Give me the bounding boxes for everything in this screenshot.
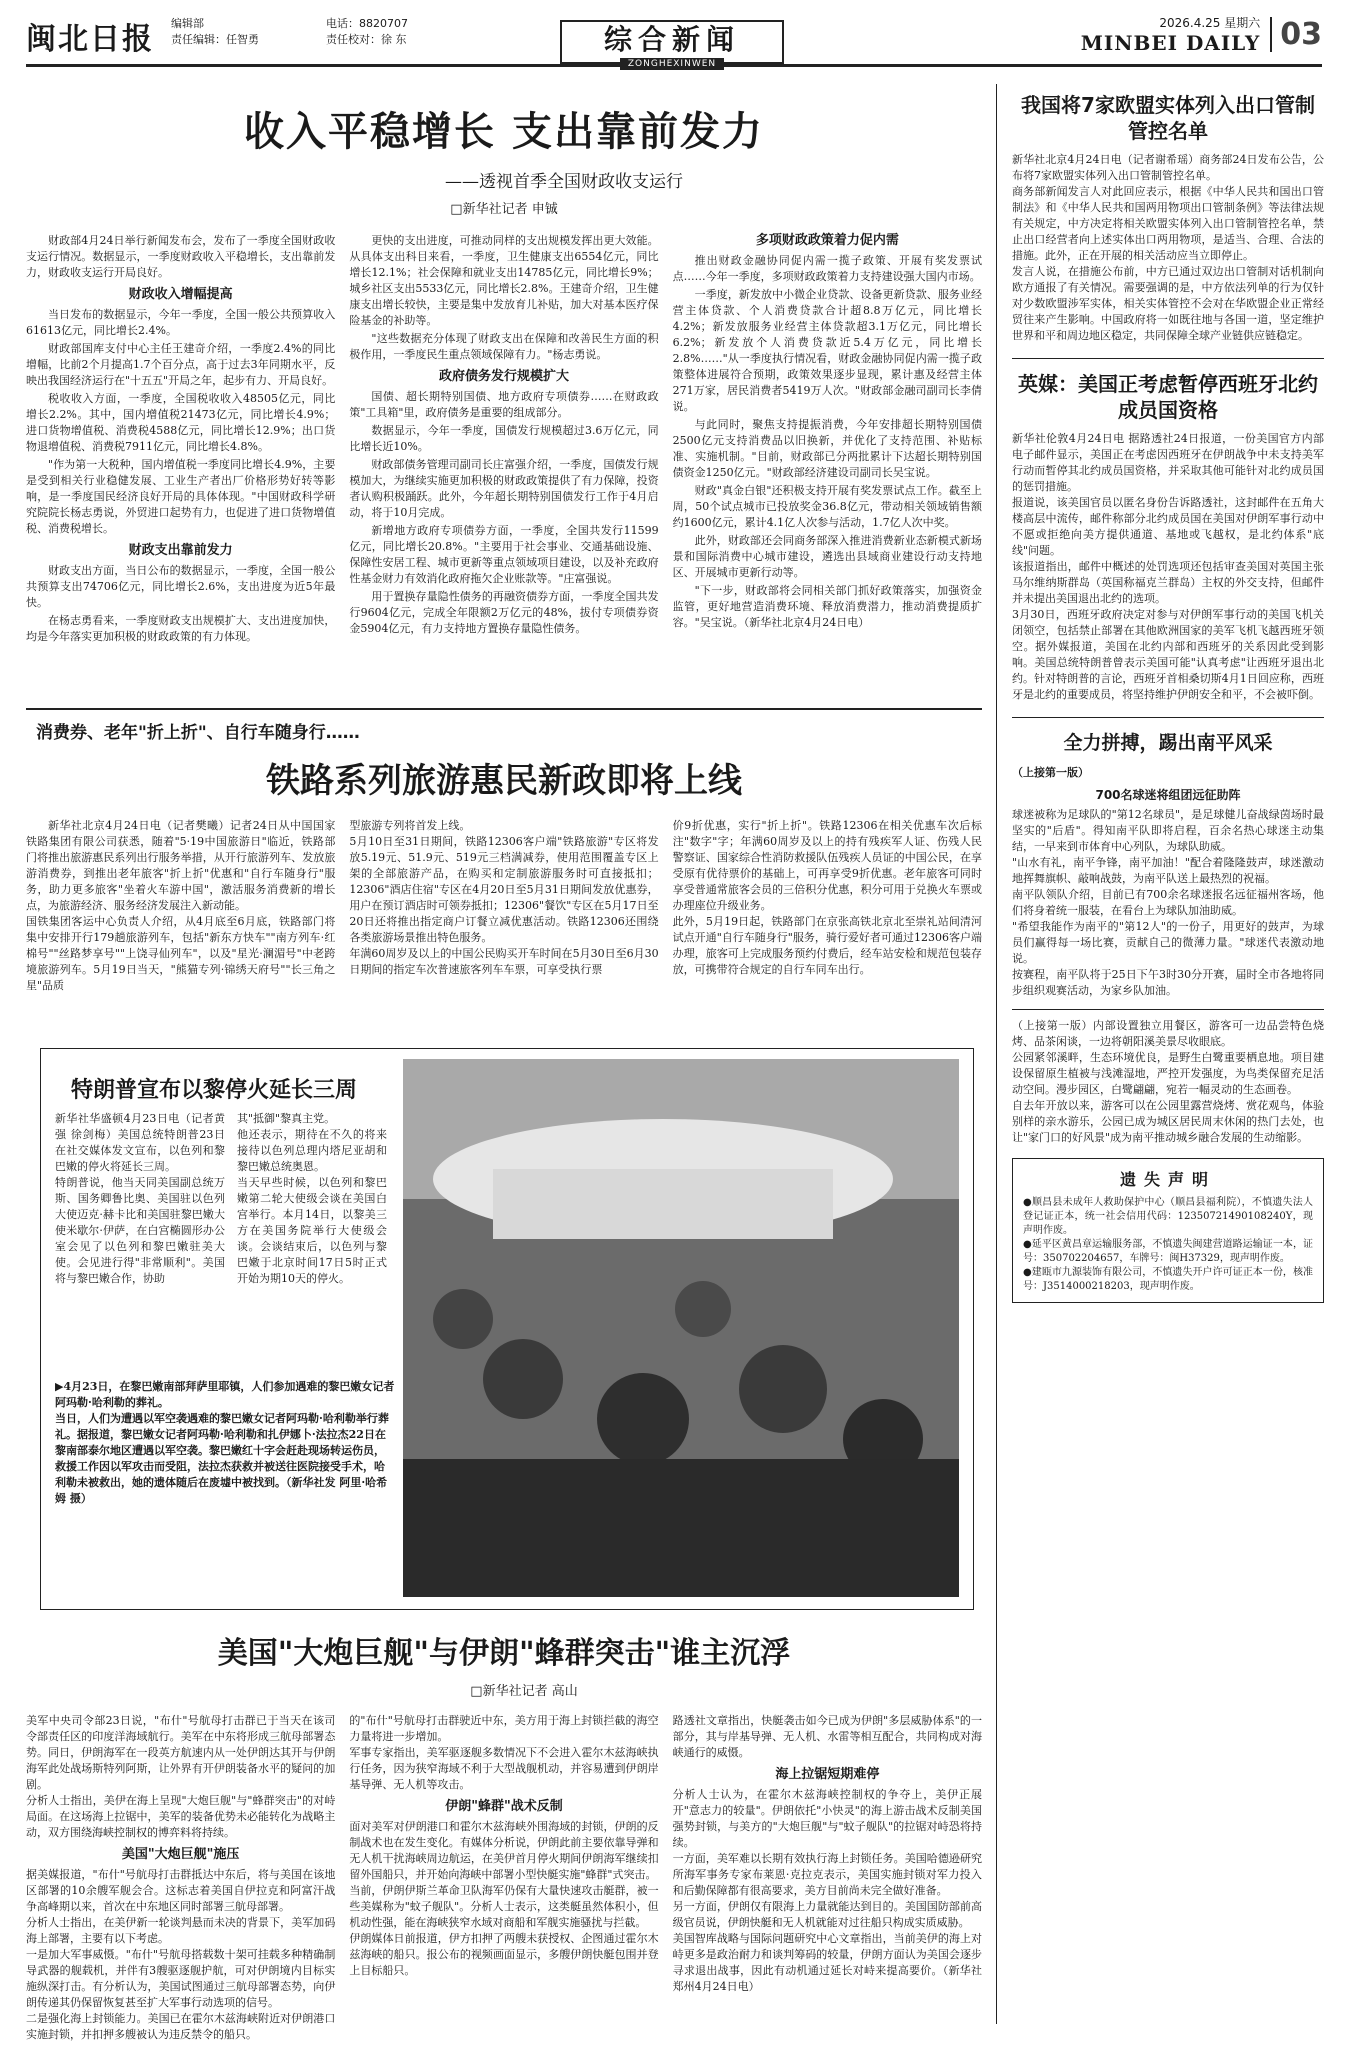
rail-col-1: 新华社北京4月24日电（记者樊曦）记者24日从中国国家铁路集团有限公司获悉，随着"5·19中国旅游日"临近，铁路部门将推出旅游惠民系列出行服务举措，从开行旅游列车、发放旅游消费券，到推出老年旅客"折上折"优惠和"自行车随身行"服务，助力更多旅客"坐着火车游中国"，激活服务消费新的增长点，为旅游经济、服务经济发展注入新动能。 国铁集团客运中心负责人介绍，从4月底至6月底，铁路部门将集中安排开行179趟旅游列车，包括"新东方快车""南方列车·红棉号""丝路梦享号""上饶寻仙列车"，以及"星光·澜湄号"中老跨境旅游列车。5月19日当天，"熊猫专列·锦绣天府号""长三角之星"品质 — [26, 819, 336, 992]
lost-notice-item: ●顺昌县未成年人救助保护中心（顺昌县福利院），不慎遗失法人登记证正本，统一社会信用代码：12350721490108240Y，现声明作废。 — [1023, 1197, 1313, 1236]
divider — [26, 708, 982, 710]
rail-col-2: 型旅游专列将首发上线。 5月10日至31日期间，铁路12306客户端"铁路旅游"专区将发放5.19元、51.9元、519元三档满减券，使用范围覆盖专区上架的全部旅游产品，在购买和定制旅游服务时可直接抵扣；12306"酒店住宿"专区在4月20日至5月31日期间发放优惠券，用户在预订酒店时可领券抵扣；12306"餐饮"专区在5月17日至20日还将推出指定商户订餐立减优惠活动。铁路12306还围绕各类旅游场景推出特色服务。 年满60周岁及以上的中国公民购买开车时间在5月30日至6月30日期间的指定车次普速旅客列车车票，可享受执行票 — [349, 819, 659, 976]
lead-col-3 — [673, 233, 982, 647]
lead-para: 新增地方政府专项债券方面，一季度，全国共发行11599亿元，同比增长20.8%。"主要用于社会事业、交通基础设施、保障性安居工程、城市更新等重点领域项目建设，以及补充政府性基金财力有效消化政府拖欠企业账款等。"庄富强说。 — [349, 524, 659, 585]
lead-subhead-2: 财政支出靠前发力 — [128, 543, 233, 558]
lead-para: 财政"真金白银"还积极支持开展有奖发票试点工作。截至上周，50个试点城市已投放奖金36.8亿元，带动相关领域销售额约1600亿元，累计4.1亿人次参与活动，1.7亿人次中奖。 — [672, 484, 982, 529]
lead-para: 财政部国库支付中心主任王建奇介绍，一季度2.4%的同比增幅，比前2个月提高1.7个百分点，高于过去3年同期水平，反映出我国经济运行在"十五五"开局之年，起步有力、开局良好。 — [26, 342, 336, 387]
naval-para: 据美媒报道，"布什"号航母打击群抵达中东后，将与美国在该地区部署的10余艘军舰会合。这标志着美国自伊拉克和阿富汗战争高峰期以来，首次在中东地区同时部署三航母部署。 分析人士指出，在美伊新一轮谈判悬而未决的背景下，美军加码海上部署，主要有以下考虑。 一是加大军事威慑。"布什"号航母搭载数十架可挂载多种精确制导武器的舰载机，并伴有3艘驱逐舰护航，可对伊朗境内目标实施纵深打击。有分析认为，美国试图通过三航母部署态势，向伊朗传递其仍保留恢复甚至扩大军事行动选项的信号。 二是强化海上封锁能力。美国已在霍尔木兹海峡附近对伊朗港口实施封锁，并扣押多艘被认为违反禁令的船只。 — [26, 1868, 336, 2041]
lead-para: 更快的支出进度，可推动同样的支出规模发挥出更大效能。从具体支出科目来看，一季度，卫生健康支出6554亿元，同比增长12.1%；社会保障和就业支出14785亿元，同比增长9%；城乡社区支出5533亿元，同比增长2.8%。王建奇介绍，卫生健康支出增长较快，主要是集中发放育儿补贴，加大对基本医疗保险基金的补助等。 — [349, 234, 659, 327]
photo-caption: ▶4月23日，在黎巴嫩南部拜萨里耶镇，人们参加遇难的黎巴嫩女记者阿玛勒·哈利勒的葬礼。 当日，人们为遭遇以军空袭遇难的黎巴嫩女记者阿玛勒·哈利勒举行葬礼。据报道，黎巴嫩女记者阿玛勒·哈利勒和扎伊娜卜·法拉杰22日在黎南部泰尔地区遭遇以军空袭。黎巴嫩红十字会赶赴现场转运伤员，救援工作因以军攻击而受阻，法拉杰获救并被送往医院接受手术，哈利勒未被救出，她的遗体随后在废墟中被找到。（新华社发 阿里·哈希姆 摄） — [55, 1380, 395, 1505]
story1-body: 新华社北京4月24日电（记者谢希瑶）商务部24日发布公告，公布将7家欧盟实体列入出口管制管控名单。 商务部新闻发言人对此回应表示，根据《中华人民共和国出口管制法》和《中华人民共和国两用物项出口管制条例》等法律法规有关规定，中方决定将相关欧盟实体列入出口管制管控名单，禁止出口经营者向上述实体出口两用物项，是适当、合理、合法的措施。此外，正在开展的相关活动应当立即停止。 发言人说，在措施公布前，中方已通过双边出口管制对话机制向欧方通报了有关情况。需要强调的是，中方依法列单的行为仅针对少数欧盟涉军实体，相关实体管控不会对在华欧盟企业正常经贸往来产生影响。中国政府将一如既往地与各国一道，坚定维护世界和平和周边地区稳定，共同保障全球产业链供应链稳定。 — [1012, 153, 1324, 342]
lead-subhead-1: 财政收入增幅提高 — [128, 287, 233, 302]
rail-col-3: 价9折优惠，实行"折上折"。铁路12306在相关优惠车次后标注"数字"字；年满60周岁及以上的持有残疾军人证、伤残人民警察证、国家综合性消防救援队伍残疾人员证的中国公民，在享受原有优待票价的基础上，可再享受9折优惠。老年旅客可同时享受普通常旅客会员的三倍积分优惠，积分可用于兑换火车票或办理座位升级业务。 此外，5月19日起，铁路部门在京张高铁北京北至崇礼站间清河试点开通"自行车随身行"服务，骑行爱好者可通过12306客户端办理，旅客可上完成服务预约付费后，经车站安检和规范包装存放，可携带符合规定的自行车同车出行。 — [672, 819, 982, 976]
paper-english-name: MINBEI DAILY — [1080, 31, 1261, 55]
lead-para: 当日发布的数据显示，今年一季度，全国一般公共预算收入61613亿元，同比增长2.4%。 — [26, 308, 336, 337]
naval-col-1 — [26, 1713, 335, 2043]
naval-byline: □新华社记者 高山 — [470, 1684, 578, 1699]
divider — [1012, 717, 1324, 718]
lead-col-1 — [26, 233, 335, 647]
story1-title: 我国将7家欧盟实体列入出口管制管控名单 — [1021, 93, 1315, 143]
naval-para: 面对美军对伊朗港口和霍尔木兹海峡外围海域的封锁，伊朗的反制战术也在发生变化。有媒体分析说，伊朗此前主要依靠导弹和无人机干扰海峡周边航运，在美伊首月停火期间伊朗海军继续扣留外国船只，并开始向海峡中部署小型快艇实施"蜂群"式突击。 当前，伊朗伊斯兰革命卫队海军仍保有大量快速攻击艇群，被一些美媒称为"蚊子舰队"。分析人士表示，这类艇虽然体积小，但机动性强，能在海峡狭窄水域对商船和军舰实施骚扰与拦截。 伊朗媒体日前报道，伊方扣押了两艘未获授权、企图通过霍尔木兹海峡的船只。报公布的视频画面显示，多艘伊朗快艇包围并登上目标船只。 — [349, 1820, 659, 1977]
lebanon-title: 特朗普宣布以黎停火延长三周 — [71, 1078, 358, 1103]
funeral-photo — [403, 1059, 959, 1597]
column-divider — [996, 84, 997, 2024]
lebanon-col-1: 新华社华盛顿4月23日电（记者黄强 徐剑梅）美国总统特朗普23日在社交媒体发文宣布，以色列和黎巴嫩的停火将延长三周。 特朗普说，他当天同美国副总统万斯、国务卿鲁比奥、美国驻以色列大使迈克·赫卡比和美国驻黎巴嫩大使米歇尔·伊萨，在白宫椭圆形办公室会见了以色列和黎巴嫩驻美大使。会见进行得"非常顺利"。美国将与黎巴嫩合作，协助 — [55, 1112, 225, 1285]
story2-body: 新华社伦敦4月24日电 据路透社24日报道，一份美国官方内部电子邮件显示，美国正在考虑因西班牙在伊朗战争中未支持美军行动而暂停其北约成员国资格，并采取其他可能针对北约成员国的惩罚措施。 报道说，该美国官员以匿名身份告诉路透社，这封邮件在五角大楼高层中流传，邮件称部分北约成员国在美国对伊朗军事行动中不愿或拒绝向美方提供通道、基地或飞越权，是北约体系"底线"问题。 该报道指出，邮件中概述的处罚选项还包括审查美国对英国主张马尔维纳斯群岛（英国称福克兰群岛）主权的外交支持，但邮件并未提出美国退出北约的选项。 3月30日，西班牙政府决定对参与对伊朗军事行动的美国飞机关闭领空，包括禁止部署在其他欧洲国家的美军飞机飞越西班牙领空。据外媒报道，美国在北约内部和西班牙的关系因此受到影响。美国总统特朗普曾表示美国可能"认真考虑"让西班牙退出北约。针对特朗普的言论，西班牙首相桑切斯4月1日回应称，西班牙是北约的重要成员，将坚持维护伊朗安全和平，不会被吓倒。 — [1012, 432, 1324, 701]
divider — [1012, 1009, 1324, 1010]
lead-para: 推出财政金融协同促内需一揽子政策、开展有奖发票试点……今年一季度，多项财政政策着力支持建设强大国内市场。 — [672, 254, 982, 283]
lead-para: 用于置换存量隐性债务的再融资债券方面，一季度全国共发行9604亿元，完成全年限额2万亿元的48%，拔付专项债券资金5904亿元，有力支持地方置换存量隐性债务。 — [349, 590, 659, 635]
masthead — [26, 14, 1322, 67]
masthead-right — [1081, 14, 1322, 55]
issue-date: 2026.4.25 星期六 — [1159, 16, 1261, 30]
lead-para: 在杨志勇看来，一季度财政支出规模扩大、支出进度加快，均是今年落实更加积极的财政政策的有力体现。 — [26, 614, 336, 643]
lead-para: 一季度，新发放中小微企业贷款、设备更新贷款、服务业经营主体贷款、个人消费贷款合计超8.8万亿元，同比增长4.2%；新发放服务业经营主体贷款超3.1万亿元，同比增长6.2%；新发放个人消费贷款近5.4万亿元，同比增长2.8%……"从一季度执行情况看，财政金融协同促内需一揽子政策整体进展符合预期，政策效果逐步显现，累计惠及经营主体271万家，居民消费者5419万人次。"财政部金融司副司长李倩说。 — [672, 288, 982, 413]
lead-para: 数据显示，今年一季度，国债发行规模超过3.6万亿元，同比增长近10%。 — [349, 424, 659, 453]
lead-para: 此外，财政部还会同商务部深入推进消费新业态新模式新场景和国际消费中心城市建设，遴选出县域商业建设行动支持地区、开展城市更新行动等。 — [672, 534, 982, 579]
naval-para: 美军中央司令部23日说，"布什"号航母打击群已于当天在该司令部责任区的印度洋海域航行。美军在中东将形成三航母部署态势。同日，伊朗海军在一段英方航速内从一处伊朗达其开与伊朗海军此处战场斯特列阿斯，让外界有开伊朗装备水平的疑问的加剧。 分析人士指出，美伊在海上呈现"大炮巨舰"与"蜂群突击"的对峙局面。在这场海上拉锯中，美军的装备优势未必能转化为战略主动，双方围绕海峡控制权的博弈料将持续。 — [26, 1714, 336, 1839]
naval-para: 的"布什"号航母打击群驶近中东，美方用于海上封锁拦截的海空力量将进一步增加。 军事专家指出，美军驱逐舰多数情况下不会进入霍尔木兹海峡执行任务，因为狭窄海域不利于大型战舰机动，并容易遭到伊朗岸基导弹、无人机等攻击。 — [349, 1714, 659, 1791]
phone-label: 电话：8820707 — [326, 17, 408, 30]
lead-para: "这些数据充分体现了财政支出在保障和改善民生方面的积极作用，一季度民生重点领域保障有力。"杨志勇说。 — [349, 332, 659, 361]
lead-story — [26, 100, 982, 647]
rail-story — [26, 718, 982, 994]
naval-subhead-1: 美国"大炮巨舰"施压 — [121, 1847, 240, 1862]
lead-subhead-4: 多项财政政策着力促内需 — [755, 233, 899, 248]
story3-subhead: 700名球迷将组团远征助阵 — [1095, 788, 1241, 802]
lead-col-2 — [349, 233, 658, 647]
lead-body — [26, 233, 982, 647]
right-column — [1012, 92, 1324, 1303]
lead-byline: □新华社记者 申铖 — [450, 202, 558, 217]
responsible-proof: 责任校对：徐 东 — [326, 33, 407, 46]
story2-title: 英媒：美国正考虑暂停西班牙北约成员国资格 — [1018, 372, 1318, 422]
lead-para: "作为第一大税种，国内增值税一季度同比增长4.9%，主要是受到相关行业稳健发展、工业生产者出厂价格形势好转等影响，是一季度国民经济良好开局的具体体现。"中国财政科学研究院院长杨志勇说，外贸进口起势有力，也促进了进口货物增值税、消费税增长。 — [26, 458, 336, 535]
naval-body — [26, 1713, 982, 2043]
editor-label: 编辑部 — [171, 17, 204, 30]
lost-notice-item: ●延平区黄昌章运输服务部，不慎遗失闽建营道路运输证一本，证号：350702204657，车牌号：闽H37329，现声明作废。 — [1023, 1239, 1313, 1264]
naval-subhead-2: 伊朗"蜂群"战术反制 — [445, 1799, 563, 1814]
story3-cont-body: （上接第一版）内部设置独立用餐区，游客可一边品尝特色烧烤、品茶闲谈，一边将朝阳溪美景尽收眼底。 公园紧邻溪畔，生态环境优良，是野生白鹭重要栖息地。项目建设保留原生植被与浅滩湿地，严控开发强度，为鸟类保留充足活动空间。漫步园区，白鹭翩翩，宛若一幅灵动的生态画卷。 自去年开放以来，游客可以在公园里露营烧烤、赏花观鸟，体验别样的亲水游乐，公园已成为城区居民周末休闲的热门去处，也让"家门口的好风景"成为南平推动城乡融合发展的生动缩影。 — [1012, 1019, 1324, 1144]
funeral-photo-image — [403, 1059, 959, 1597]
lead-para: 与此同时，聚焦支持提振消费，今年安排超长期特别国债2500亿元支持消费品以旧换新，并优化了支持范围、补贴标准、实施机制。"目前，财政部已分两批累计下达超长期特别国债资金1250亿元。"财政部经济建设司副司长吴宝说。 — [672, 418, 982, 479]
lead-subhead-3: 政府债务发行规模扩大 — [438, 369, 569, 384]
naval-title: 美国"大炮巨舰"与伊朗"蜂群突击"谁主沉浮 — [217, 1636, 791, 1671]
lebanon-col-2: 其"抵御"黎真主党。 他还表示，期待在不久的将来接待以色列总理内塔尼亚胡和黎巴嫩总统奥恩。 当天早些时候，以色列和黎巴嫩第二轮大使级会谈在美国白宫举行。本月14日，以黎美三方在美国务院举行大使级会谈。会谈结束后，以色列与黎巴嫩于北京时间17日5时正式开始为期10天的停火。 — [237, 1112, 387, 1285]
section-banner — [560, 20, 784, 69]
story3-continued: （上接第一版） — [1012, 766, 1089, 779]
page-number: 03 — [1270, 17, 1322, 52]
section-pinyin: ZONGHEXINWEN — [620, 58, 724, 70]
lead-para: 税收收入方面，一季度，全国税收收入48505亿元，同比增长2.2%。其中，国内增值税21473亿元，同比增长4.9%；进口货物增值税、消费税4588亿元，同比增长12.9%；出口货物退增值税、消费税7911亿元，同比增长4.8%。 — [26, 392, 336, 453]
lead-para: 财政部债务管理司副司长庄富强介绍，一季度，国债发行规模加大，为继续实施更加积极的财政政策提供了有力保障，投资者认购积极踊跃。此外，今年超长期特别国债发行工作于4月启动，将于10月完成。 — [349, 458, 659, 519]
story3-title: 全力拼搏，踢出南平风采 — [1063, 732, 1273, 754]
naval-para: 路透社文章指出，快艇袭击如今已成为伊朗"多层威胁体系"的一部分，其与岸基导弹、无人机、水雷等相互配合，共同构成对海峡通行的威慑。 — [672, 1714, 982, 1759]
naval-col-2 — [349, 1713, 658, 2043]
lead-para: "下一步，财政部将会同相关部门抓好政策落实，加强资金监管，更好地营造消费环境、释放消费潜力，推动消费提质扩容。"吴宝说。（新华社北京4月24日电） — [672, 584, 982, 629]
lead-para: 财政部4月24日举行新闻发布会，发布了一季度全国财政收支运行情况。数据显示，一季度财政收入平稳增长，支出靠前发力，财政收支运行开局良好。 — [26, 234, 336, 279]
editor-info — [171, 16, 259, 48]
lead-subtitle: ——透视首季全国财政收支运行 — [445, 172, 683, 192]
lost-notice-list — [1023, 1196, 1313, 1294]
rail-title: 铁路系列旅游惠民新政即将上线 — [266, 761, 742, 801]
lost-notice-title: 遗失声明 — [1119, 1170, 1216, 1189]
lebanon-box — [40, 1048, 974, 1610]
lost-notice-box — [1012, 1158, 1324, 1303]
lead-para: 国债、超长期特别国债、地方政府专项债券……在财政政策"工具箱"里，政府债务是重要的组成部分。 — [349, 390, 659, 419]
lost-notice-item: ●建瓯市九源装饰有限公司，不慎遗失开户许可证正本一份，核准号：J3514000218203，现声明作废。 — [1023, 1267, 1313, 1292]
rail-kicker: 消费券、老年"折上折"、自行车随身行…… — [36, 723, 360, 743]
rail-body — [26, 818, 982, 994]
naval-story — [26, 1628, 982, 2043]
newspaper-logo: 闽北日报 — [26, 22, 154, 57]
lead-title: 收入平稳增长 支出靠前发力 — [244, 109, 764, 155]
phone-info — [326, 16, 408, 48]
naval-subhead-3: 海上拉锯短期难停 — [775, 1767, 880, 1782]
responsible-editor: 责任编辑：任智勇 — [171, 33, 259, 46]
divider — [1012, 358, 1324, 359]
section-title: 综合新闻 — [603, 23, 740, 56]
story3-body: 球迷被称为足球队的"第12名球员"，是足球健儿奋战绿茵场时最坚实的"后盾"。得知南平队即将启程，百余名热心球迷主动集结，一早来到市体育中心列队，为球队助威。 "山水有礼，南平争锋，南平加油！"配合着隆隆鼓声，球迷激动地挥舞旗帜、敲响战鼓，为南平队送上最热烈的祝福。 南平队领队介绍，目前已有700余名球迷报名远征福州客场，他们将身着统一服装，在看台上为球队加油助威。 "希望我能作为南平的"第12人"的一份子，用更好的鼓声，为球员们赢得每一场比赛，贡献自己的微薄力量。"球迷代表激动地说。 按赛程，南平队将于25日下午3时30分开赛，届时全市各地将同步组织观赛活动，为家乡队加油。 — [1012, 808, 1324, 997]
naval-para: 分析人士认为，在霍尔木兹海峡控制权的争夺上，美伊正展开"意志力的较量"。伊朗依托"小快灵"的海上游击战术反制美国强势封锁，与美方的"大炮巨舰"与"蚊子舰队"的拉锯对峙恐将持续。 一方面，美军难以长期有效执行海上封锁任务。美国哈德逊研究所海军事务专家布莱恩·克拉克表示，美国实施封锁对军力投入和后勤保障都有很高要求，美方目前尚未完全做好准备。 另一方面，伊朗仅有限海上力量就能达到目的。美国国防部前高级官员说，伊朗快艇和无人机就能对过往船只构成实质威胁。 美国智库战略与国际问题研究中心文章指出，当前美伊的海上对峙更多是政治耐力和谈判筹码的较量，伊朗方面认为美国会逐步寻求退出战事，因此有动机通过延长对峙来提高要价。（新华社郑州4月24日电） — [672, 1788, 982, 1993]
lead-para: 财政支出方面，当日公布的数据显示，一季度，全国一般公共预算支出74706亿元，同比增长2.6%，支出进度为近5年最快。 — [26, 564, 336, 609]
naval-col-3 — [673, 1713, 982, 2043]
